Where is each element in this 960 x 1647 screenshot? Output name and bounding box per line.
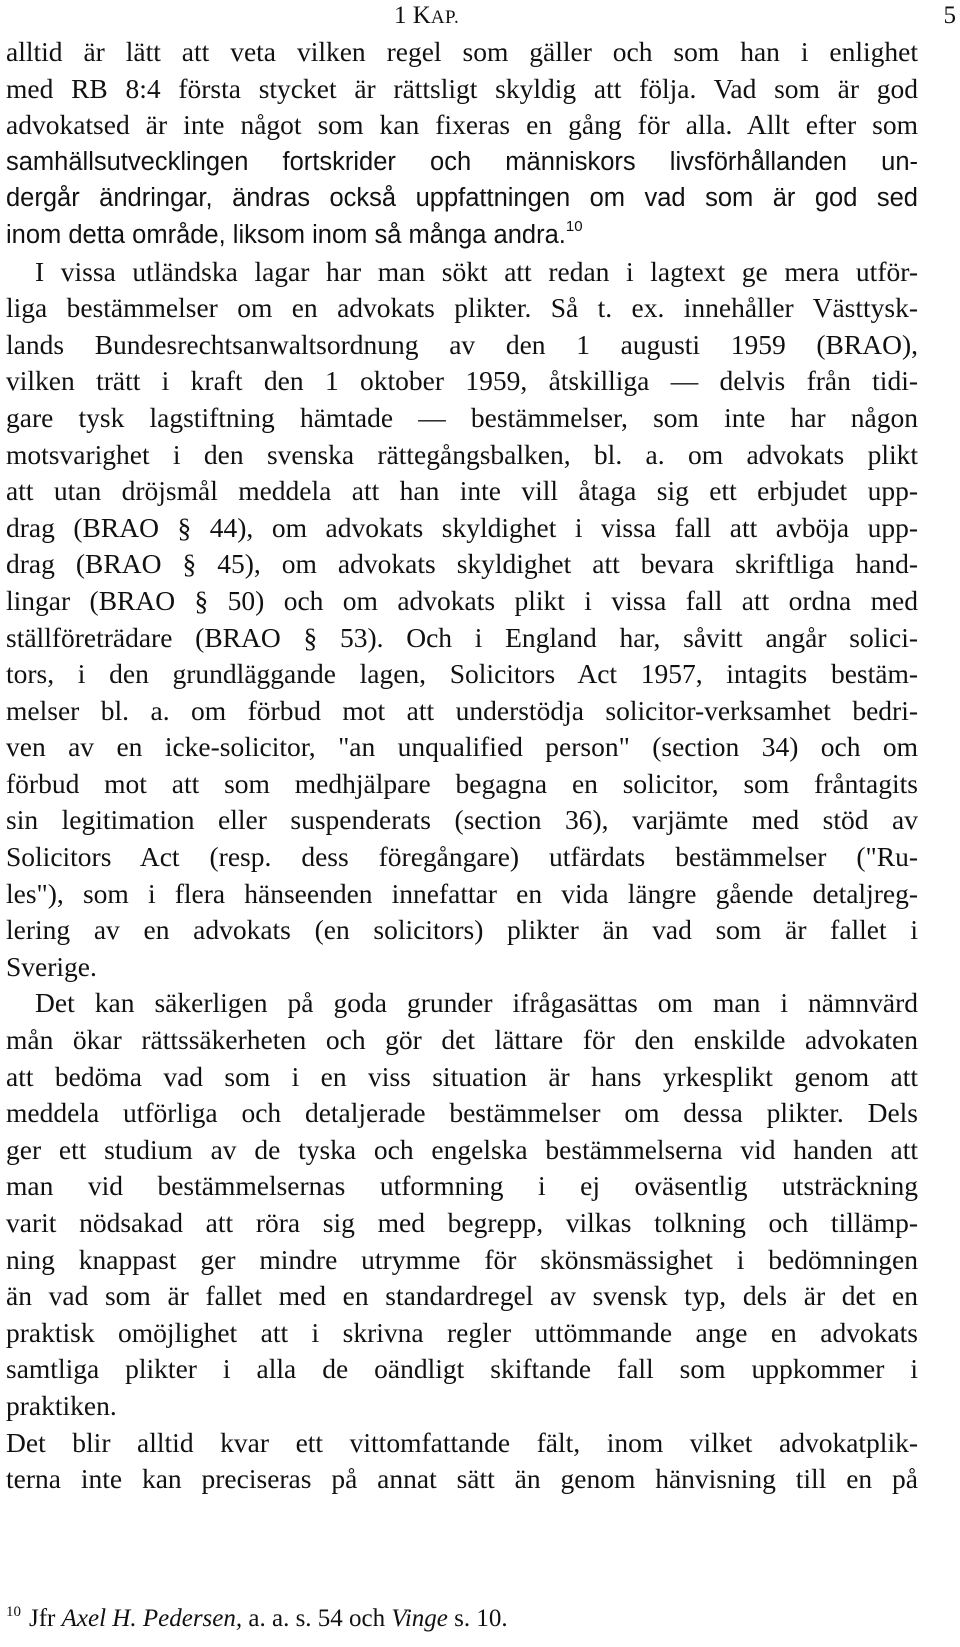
text-line: dergår ändringar, ändras också uppfattningen om vad som är god sed [6, 184, 918, 213]
text-line: sin legitimation eller suspenderats (section 36), varjämte med stöd av [6, 804, 918, 836]
text-line: samhällsutvecklingen fortskrider och människors livsförhållanden un- [6, 147, 918, 176]
paragraph-1 [6, 34, 918, 254]
text-line: meddela utförliga och detaljerade bestämmelser om dessa plikter. Dels [6, 1097, 918, 1129]
footnote-middle: a. a. s. 54 och [248, 1605, 386, 1632]
text-line: lingar (BRAO § 50) och om advokats plikt i vissa fall att ordna med [6, 584, 918, 616]
text-line: inom detta område, liksom inom så många andra. [6, 220, 566, 249]
text-line: melser bl. a. om förbud mot att understödja solicitor-verksamhet bedri- [6, 694, 918, 726]
text-line: I vissa utländska lagar har man sökt att redan i lagtext ge mera utför- [35, 255, 918, 287]
page-number: 5 [943, 2, 956, 29]
text-line: Sverige. [6, 950, 97, 982]
text-line: drag (BRAO § 44), om advokats skyldighet i vissa fall att avböja upp- [6, 511, 918, 543]
text-line: alltid är lätt att veta vilken regel som gäller och som han i enlighet [6, 36, 918, 67]
text-line: att utan dröjsmål meddela att han inte vill åtaga sig ett erbjudet upp- [6, 475, 918, 507]
text-line: att bedöma vad som i en viss situation är hans yrkesplikt genom att [6, 1060, 918, 1092]
text-line: förbud mot att som medhjälpare begagna en solicitor, som fråntagits [6, 767, 918, 799]
text-line: man vid bestämmelsernas utformning i ej oväsentlig utsträckning [6, 1170, 918, 1202]
text-line: les"), som i flera hänseenden innefattar en vida längre gående detaljreg- [6, 877, 918, 909]
text-line: ställföreträdare (BRAO § 53). Och i England har, såvitt angår solici- [6, 621, 918, 653]
chapter-heading [394, 2, 459, 30]
footnote-author: Axel H. Pedersen, [61, 1605, 243, 1632]
text-line: Det blir alltid kvar ett vittomfattande fält, inom vilket advokatplik- [6, 1426, 918, 1458]
text-line: terna inte kan preciseras på annat sätt än genom hänvisning till en på [6, 1463, 918, 1495]
chapter-smallcaps: AP. [430, 7, 460, 28]
text-line: ger ett studium av de tyska och engelska bestämmelserna vid handen att [6, 1133, 918, 1165]
text-line: med RB 8:4 första stycket är rättsligt skyldig att följa. Vad som är god [6, 72, 918, 104]
paragraph-4 [6, 1425, 918, 1498]
text-line: motsvarighet i den svenska rättegångsbalken, bl. a. om advokats plikt [6, 438, 918, 470]
text-line: tors, i den grundläggande lagen, Solicitors Act 1957, intagits bestäm- [6, 658, 918, 690]
text-line: Det kan säkerligen på goda grunder ifrågasättas om man i nämnvärd [35, 987, 918, 1019]
text-line: ning knappast ger mindre utrymme för skönsmässighet i bedömningen [6, 1243, 918, 1275]
text-line: varit nödsakad att röra sig med begrepp, vilkas tolkning och tillämp- [6, 1207, 918, 1238]
text-line: ven av en icke-solicitor, "an unqualified person" (section 34) och om [6, 731, 918, 763]
footnote-author: Vinge [391, 1605, 448, 1632]
text-line: drag (BRAO § 45), om advokats skyldighet att bevara skriftliga hand- [6, 548, 918, 580]
page-header [0, 2, 960, 34]
footnote-reference: 10 [565, 217, 583, 235]
text-line: advokatsed är inte något som kan fixeras en gång för alla. Allt efter som [6, 109, 918, 141]
footnote-suffix: s. 10. [454, 1605, 508, 1632]
text-line: gare tysk lagstiftning hämtade — bestämmelser, som inte har någon [6, 401, 918, 433]
paragraph-3 [6, 985, 918, 1424]
text-line-with-footnote [6, 217, 918, 254]
text-line: praktisk omöjlighet att i skrivna regler uttömmande ange en advokats [6, 1316, 918, 1348]
text-line: än vad som är fallet med en standardregel av svensk typ, dels är det en [6, 1280, 918, 1312]
body-text [6, 34, 918, 1498]
text-line: lering av en advokats (en solicitors) plikter än vad som är fallet i [6, 914, 918, 946]
text-line: praktiken. [6, 1389, 117, 1421]
paragraph-2 [6, 254, 918, 986]
text-line: samtliga plikter i alla de oändligt skiftande fall som uppkommer i [6, 1353, 918, 1385]
text-line: Solicitors Act (resp. dess föregångare) utfärdats bestämmelser ("Ru- [6, 841, 918, 873]
footnote [6, 1602, 918, 1636]
footnote-prefix: Jfr [29, 1605, 56, 1632]
text-line: lands Bundesrechtsanwaltsordnung av den 1 augusti 1959 (BRAO), [6, 328, 918, 360]
text-line: vilken trätt i kraft den 1 oktober 1959, åtskilliga — delvis från tidi- [6, 365, 918, 397]
text-line: liga bestämmelser om en advokats plikter. Så t. ex. innehåller Västtysk- [6, 292, 918, 324]
footnote-number: 10 [6, 1604, 21, 1620]
text-line: mån ökar rättssäkerheten och gör det lättare för den enskilde advokaten [6, 1024, 918, 1056]
chapter-prefix: 1 K [394, 2, 431, 29]
